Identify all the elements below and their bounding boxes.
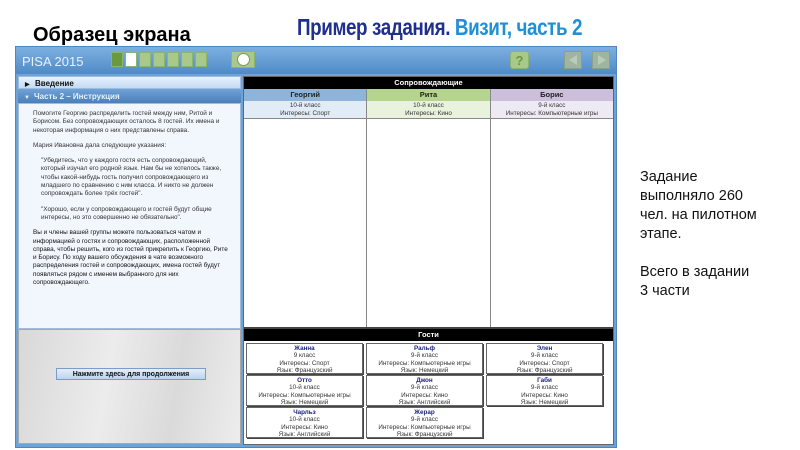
host-assignment-area bbox=[491, 119, 613, 327]
guest-name: Жанна bbox=[294, 345, 315, 352]
guest-interests: Интересы: Кино bbox=[401, 391, 448, 399]
slide-title-right bbox=[297, 14, 582, 41]
guest-grade: 9-й класс bbox=[410, 352, 439, 360]
guest-language: Язык: Французский bbox=[516, 367, 573, 375]
pisa-app-window bbox=[15, 46, 617, 448]
previous-button[interactable] bbox=[564, 51, 582, 69]
guest-language: Язык: Немецкий bbox=[520, 399, 569, 407]
guest-grade: 9-й класс bbox=[410, 416, 439, 424]
guest-grade: 10-й класс bbox=[289, 384, 320, 392]
top-bar bbox=[16, 47, 616, 74]
host-info bbox=[367, 101, 489, 119]
host-column[interactable] bbox=[244, 89, 367, 327]
host-column[interactable] bbox=[367, 89, 490, 327]
host-name: Георгий bbox=[244, 89, 366, 101]
left-panel bbox=[18, 76, 241, 445]
clock-icon bbox=[237, 53, 250, 66]
guest-card[interactable] bbox=[246, 375, 363, 406]
progress-segment bbox=[181, 52, 193, 67]
guest-grade: 9-й класс bbox=[530, 384, 559, 392]
continue-button[interactable]: Нажмите здесь для продолжения bbox=[56, 368, 206, 380]
host-assignment-area bbox=[244, 119, 366, 327]
guest-name: Жерар bbox=[414, 409, 435, 416]
side-note-line: Задание bbox=[640, 169, 698, 185]
guest-language: Язык: Немецкий bbox=[280, 399, 329, 407]
guests-header: Гости bbox=[244, 329, 613, 341]
hosts-table bbox=[244, 89, 613, 327]
brand-label: PISA 2015 bbox=[22, 54, 84, 69]
hosts-header: Сопровождающие bbox=[244, 77, 613, 89]
instruction-quote: "Хорошо, если у сопровождающего и гостей будут общие интересы, но это совершенно не обязательно". bbox=[41, 205, 212, 221]
host-grade: 10-й класс bbox=[413, 102, 444, 109]
side-note-line: Всего в задании bbox=[640, 264, 750, 280]
guest-name: Ральф bbox=[414, 345, 435, 352]
guest-interests: Интересы: Компьютерные игры bbox=[378, 423, 471, 431]
progress-segment bbox=[111, 52, 123, 67]
host-grade: 9-й класс bbox=[538, 102, 566, 109]
help-button[interactable]: ? bbox=[510, 51, 529, 69]
side-note-line: чел. на пилотном bbox=[640, 207, 757, 223]
host-column[interactable] bbox=[491, 89, 613, 327]
slide-title-left: Образец экрана bbox=[33, 24, 191, 46]
guest-card[interactable] bbox=[366, 407, 483, 438]
progress-segment bbox=[139, 52, 151, 67]
guest-grade: 9-й класс bbox=[530, 352, 559, 360]
instruction-quote: "Убедитесь, что у каждого гостя есть сопровождающий, который изучал его родной язык. Нам бы не хотелось также, чтобы какой-нибудь гость получил сопровождающего из младшего по сравнению с ним класса. И никто не должен сопровождать более трёх гостей". bbox=[41, 157, 222, 198]
caret-down-icon: ▼ bbox=[24, 95, 30, 101]
guest-card[interactable] bbox=[486, 343, 603, 374]
guest-card[interactable] bbox=[246, 343, 363, 374]
side-note-paragraph bbox=[640, 263, 757, 301]
next-button[interactable] bbox=[592, 51, 610, 69]
slide-title-part1: Пример задания. bbox=[297, 14, 455, 40]
host-interests: Интересы: Спорт bbox=[280, 109, 331, 117]
guest-card[interactable] bbox=[366, 343, 483, 374]
arrow-left-icon bbox=[569, 55, 577, 65]
host-interests: Интересы: Кино bbox=[405, 109, 452, 117]
instruction-paragraph: Вы и члены вашей группы можете пользоваться чатом и информацией о гостях и сопровождающих, расположенной справа, чтобы решить, кого из гостей прикрепить к Георгию, Рите и Борису. По ходу вашего обсуждения в чате возможного распределения гостей и сопровождающих, имена гостей будут появляться рядом с именем выбранного для них сопровождающего. bbox=[33, 229, 228, 287]
progress-segment bbox=[167, 52, 179, 67]
guest-grade: 9-й класс bbox=[410, 384, 439, 392]
guest-language: Язык: Французский bbox=[276, 367, 333, 375]
guest-name: Элен bbox=[536, 345, 553, 352]
arrow-right-icon bbox=[598, 55, 606, 65]
instructions-text bbox=[18, 103, 241, 329]
guest-grade: 9 класс bbox=[293, 352, 316, 360]
host-interests: Интересы: Компьютерные игры bbox=[505, 109, 598, 117]
side-note bbox=[640, 168, 757, 320]
right-panel bbox=[243, 76, 614, 445]
progress-segment-current bbox=[125, 52, 137, 67]
host-grade: 10-й класс bbox=[289, 102, 321, 109]
guest-card[interactable] bbox=[246, 407, 363, 438]
guest-interests: Интересы: Компьютерные игры bbox=[378, 359, 471, 367]
host-info bbox=[491, 101, 613, 119]
instruction-paragraph: Мария Ивановна дала следующие указания: bbox=[33, 141, 167, 149]
accordion-label: Часть 2 – Инструкция bbox=[34, 92, 120, 101]
guest-language: Язык: Английский bbox=[398, 399, 451, 407]
guest-name: Джон bbox=[416, 377, 433, 384]
accordion-item-part2-instructions[interactable] bbox=[18, 90, 241, 103]
guests-grid bbox=[244, 341, 613, 440]
guest-language: Язык: Английский bbox=[278, 431, 331, 439]
host-assignment-area bbox=[367, 119, 489, 327]
guest-name: Габи bbox=[537, 377, 552, 384]
guest-card[interactable] bbox=[366, 375, 483, 406]
guest-name: Отто bbox=[297, 377, 312, 384]
instruction-paragraph: Помогите Георгию распределить гостей между ним, Ритой и Борисом. Без сопровождающих осталось 8 гостей. Их имена и некоторая информация о них представлены справа. bbox=[33, 110, 220, 134]
guest-grade: 10-й класс bbox=[289, 416, 320, 424]
caret-right-icon: ▶ bbox=[25, 82, 30, 88]
guest-interests: Интересы: Кино bbox=[281, 423, 328, 431]
side-note-line: 3 части bbox=[640, 283, 690, 299]
guest-interests: Интересы: Спорт bbox=[519, 359, 570, 367]
continue-area bbox=[18, 329, 241, 444]
guest-card[interactable] bbox=[486, 375, 603, 406]
host-name: Борис bbox=[491, 89, 613, 101]
guest-name: Чарльз bbox=[293, 409, 316, 416]
host-info bbox=[244, 101, 366, 119]
host-name: Рита bbox=[367, 89, 489, 101]
guest-interests: Интересы: Компьютерные игры bbox=[258, 391, 351, 399]
accordion-item-introduction[interactable] bbox=[18, 76, 241, 89]
side-note-line: выполняло 260 bbox=[640, 188, 743, 204]
timer-button[interactable] bbox=[231, 51, 255, 68]
accordion-label: Введение bbox=[35, 79, 74, 88]
guest-interests: Интересы: Спорт bbox=[279, 359, 330, 367]
progress-segment bbox=[195, 52, 207, 67]
slide-title-part2: Визит, часть 2 bbox=[454, 14, 583, 40]
side-note-line: этапе. bbox=[640, 226, 682, 242]
progress-indicator bbox=[111, 52, 207, 67]
guest-language: Язык: Французский bbox=[396, 431, 453, 439]
guest-interests: Интересы: Кино bbox=[521, 391, 568, 399]
progress-segment bbox=[153, 52, 165, 67]
guest-language: Язык: Немецкий bbox=[400, 367, 449, 375]
side-note-paragraph bbox=[640, 168, 757, 244]
